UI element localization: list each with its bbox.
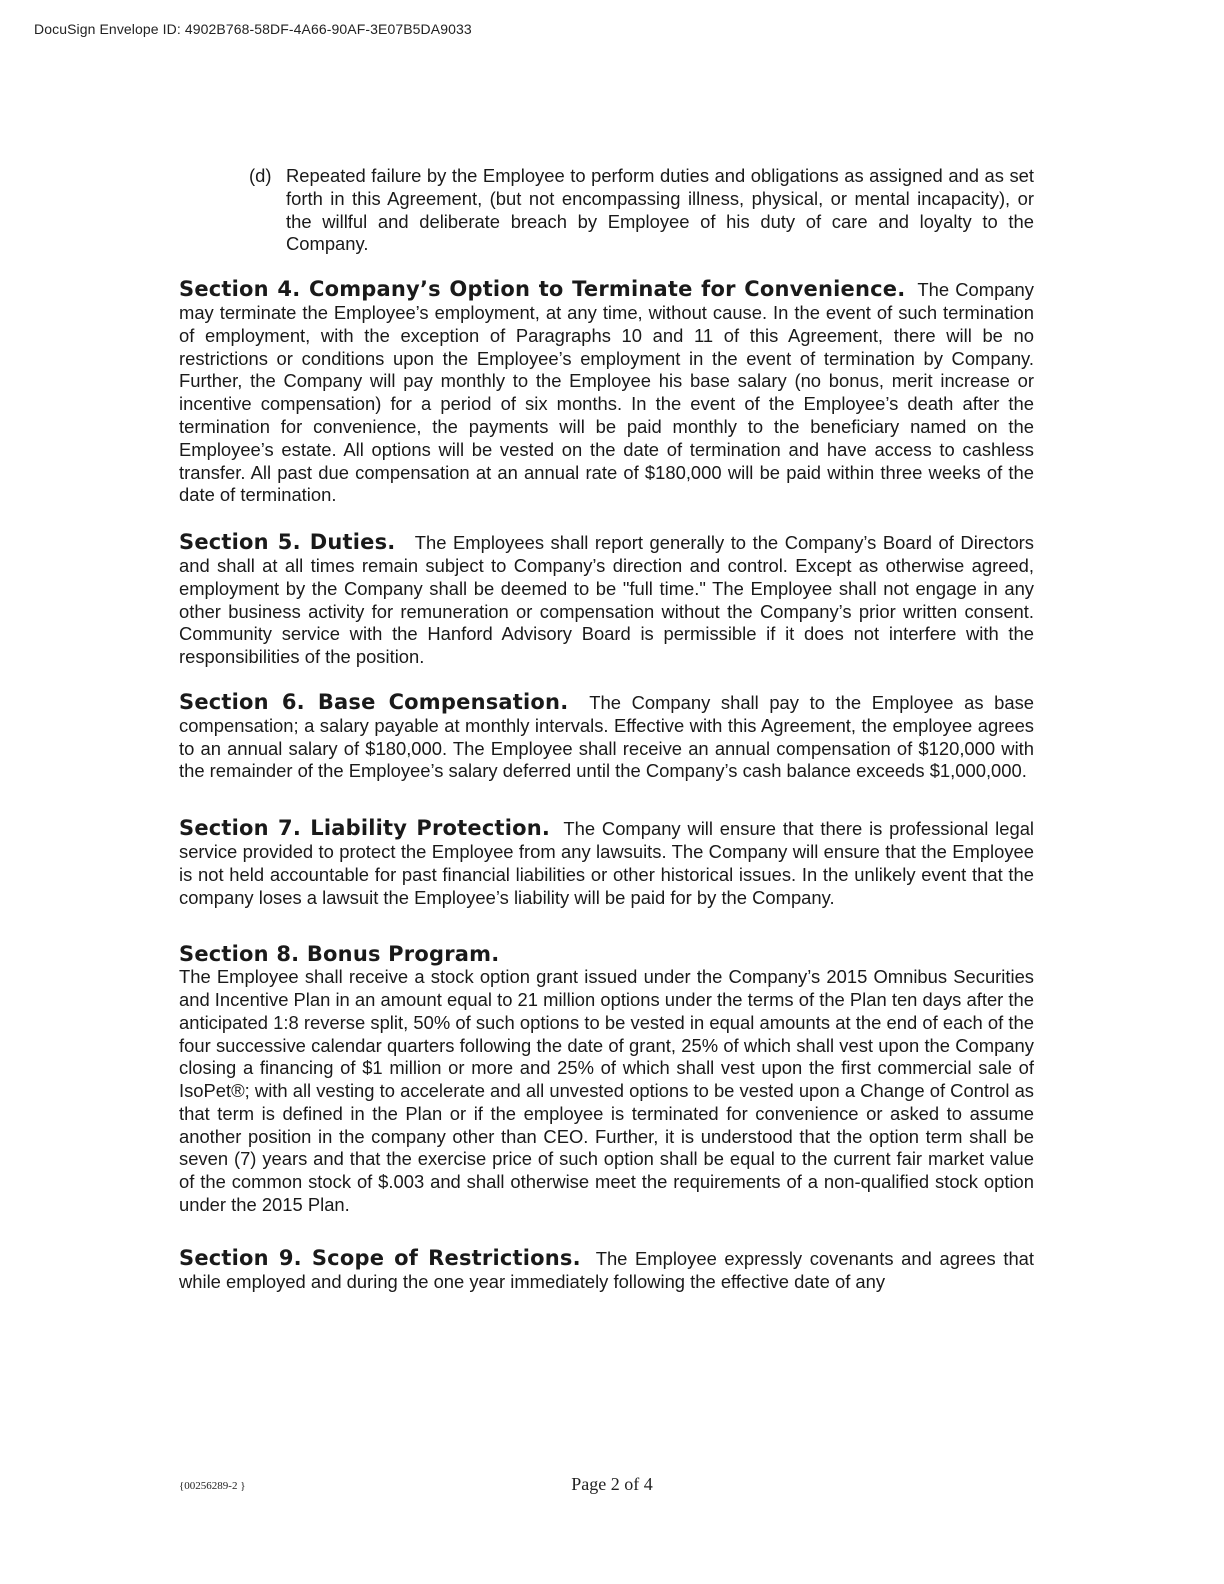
list-item-d <box>249 165 1034 256</box>
section-5-heading: Section 5. Duties. <box>179 530 396 555</box>
section-6 <box>179 691 1034 783</box>
section-9 <box>179 1247 1034 1294</box>
list-item-label: (d) <box>249 165 272 186</box>
section-7-heading: Section 7. Liability Protection. <box>179 816 551 841</box>
footer-document-id: {00256289-2 } <box>179 1480 246 1492</box>
section-6-body: The Company shall pay to the Employee as base compensation; a salary payable at monthly intervals. Effective with this Agreement, the employee agrees to an annual salary of $180,000. The Employee shall receive an annual compensation of $120,000 with the remainder of the Employee’s salary deferred until the Company’s cash balance exceeds $1,000,000. <box>179 691 1035 782</box>
section-9-heading: Section 9. Scope of Restrictions. <box>179 1245 581 1270</box>
envelope-id-header: DocuSign Envelope ID: 4902B768-58DF-4A66-90AF-3E07B5DA9033 <box>34 21 472 37</box>
section-4 <box>179 278 1034 507</box>
section-7 <box>179 817 1034 909</box>
list-item-text: Repeated failure by the Employee to perform duties and obligations as assigned and as set forth in this Agreement, (but not encompassing illness, physical, or mental incapacity), or the willful and deliberate breach by Employee of his duty of care and loyalty to the Company. <box>286 165 1034 255</box>
section-4-heading: Section 4. Company’s Option to Terminate for Convenience. <box>179 277 906 302</box>
section-7-body: The Company will ensure that there is professional legal service provided to protect the Employee from any lawsuits. The Company will ensure that the Employee is not held accountable for past financial liabilities or other historical issues. In the unlikely event that the company loses a lawsuit the Employee’s liability will be paid for by the Company. <box>179 818 1035 908</box>
section-8-body: The Employee shall receive a stock option grant issued under the Company’s 2015 Omnibus Securities and Incentive Plan in an amount equal to 21 million options under the terms of the Plan ten days after the anticipated 1:8 reverse split, 50% of such options to be vested in equal amounts at the end of each of the four successive calendar quarters following the date of grant, 25% of which shall vest upon the Company closing a financing of $1 million or more and 25% of which shall vest upon the first commercial sale of IsoPet®; with all vesting to accelerate and all unvested options to be vested upon a Change of Control as that term is defined in the Plan or if the employee is terminated for convenience or asked to assume another position in the company other than CEO. Further, it is understood that the option term shall be seven (7) years and that the exercise price of such option shall be equal to the current fair market value of the common stock of $.003 and shall otherwise meet the requirements of a non-qualified stock option under the 2015 Plan. <box>179 966 1034 1216</box>
section-5 <box>179 531 1034 669</box>
section-8-heading: Section 8. Bonus Program. <box>179 942 500 967</box>
section-6-heading: Section 6. Base Compensation. <box>179 689 569 714</box>
section-4-body: The Company may terminate the Employee’s employment, at any time, without cause. In the event of such termination of employment, with the exception of Paragraphs 10 and 11 of this Agreement, there will be no restrictions or conditions upon the Employee’s employment in the event of termination by Company. Further, the Company will pay monthly to the Employee his base salary (no bonus, merit increase or incentive compensation) for a period of six months. In the event of the Employee’s death after the termination for convenience, the payments will be paid monthly to the beneficiary named on the Employee’s estate. All options will be vested on the date of termination and have access to cashless transfer. All past due compensation at an annual rate of $180,000 will be paid within three weeks of the date of termination. <box>179 279 1034 506</box>
section-9-body: The Employee expressly covenants and agrees that while employed and during the one year immediately following the effective date of any <box>179 1247 1035 1292</box>
document-body <box>179 165 1034 1293</box>
section-5-body: The Employees shall report generally to the Company’s Board of Directors and shall at all times remain subject to Company’s direction and control. Except as otherwise agreed, employment by the Company shall be deemed to be "full time." The Employee shall not engage in any other business activity for remuneration or compensation without the Company’s prior written consent. Community service with the Hanford Advisory Board is permissible if it does not interfere with the responsibilities of the position. <box>179 532 1034 668</box>
section-8 <box>179 943 1034 1217</box>
footer-page-number: Page 2 of 4 <box>571 1474 653 1494</box>
